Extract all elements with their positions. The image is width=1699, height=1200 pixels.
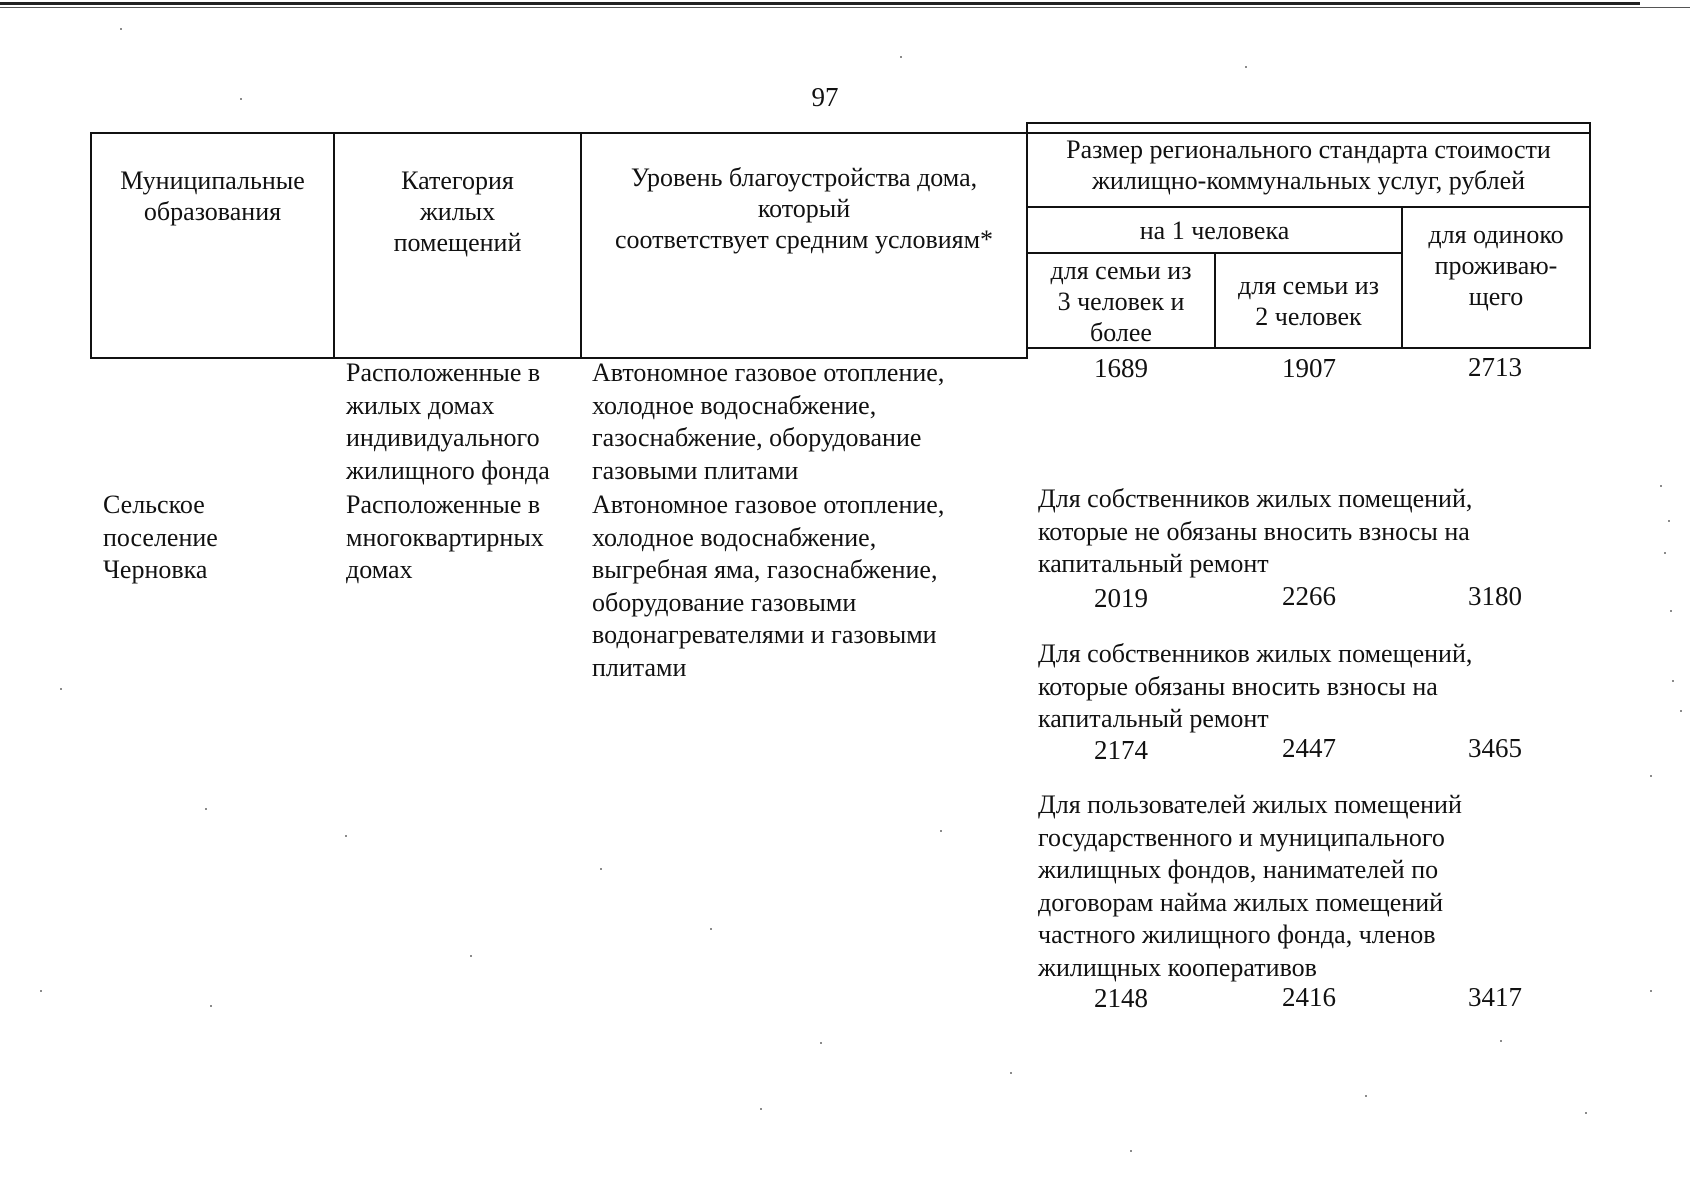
header-family3-line2: 3 человек и: [1057, 287, 1185, 316]
group1-value-single: 3180: [1468, 581, 1522, 611]
header-standard-line1: Размер регионального стандарта стоимости: [1066, 135, 1551, 164]
header-family2-line2: 2 человек: [1255, 302, 1362, 331]
row1-category: Расположенные в жилых домах индивидуального жилищного фонда: [346, 358, 550, 485]
row2-level: Автономное газовое отопление, холодное водоснабжение, выгребная яма, газоснабжение, оборудование газовыми водонагревателями и газовыми плитами: [592, 490, 945, 682]
group2-note: Для собственников жилых помещений, которые обязаны вносить взносы на капитальный ремонт: [1038, 639, 1473, 733]
header-category: Категория жилых помещений: [393, 166, 522, 257]
header-single-line3: щего: [1468, 282, 1524, 311]
header-family3-line3: более: [1090, 318, 1152, 347]
row2-category: Расположенные в многоквартирных домах: [346, 490, 544, 584]
municipality-name: Сельское поселение Черновка: [103, 490, 218, 584]
header-per-person: на 1 человека: [1139, 216, 1290, 245]
group2-value-family2: 2447: [1282, 733, 1336, 763]
header-single-line2: проживаю-: [1434, 251, 1558, 280]
row1-value-single: 2713: [1468, 352, 1522, 382]
top-rule-thin: [0, 7, 1690, 8]
header-municipality: Муниципальные образования: [120, 166, 305, 226]
page-number: 97: [811, 82, 839, 112]
header-level-line2: который: [757, 194, 851, 223]
group1-value-family2: 2266: [1282, 581, 1336, 611]
header-standard-line2: жилищно-коммунальных услуг, рублей: [1091, 166, 1526, 195]
header-level-line3: соответствует средним условиям*: [614, 225, 994, 254]
group1-value-family3: 2019: [1094, 583, 1148, 613]
header-single-line1: для одиноко: [1428, 220, 1564, 249]
group3-value-family2: 2416: [1282, 982, 1336, 1012]
top-rule: [0, 2, 1640, 5]
header-family3-line1: для семьи из: [1050, 256, 1192, 285]
group3-note: Для пользователей жилых помещений государственного и муниципального жилищных фондов, нанимателей по договорам найма жилых помещений частного жилищного фонда, членов жилищных кооперативов: [1038, 790, 1462, 982]
header-level-line1: Уровень благоустройства дома,: [630, 163, 978, 192]
row1-value-family2: 1907: [1282, 353, 1336, 383]
header-family2-line1: для семьи из: [1238, 271, 1379, 300]
row1-value-family3: 1689: [1094, 353, 1148, 383]
group2-value-single: 3465: [1468, 733, 1522, 763]
group2-value-family3: 2174: [1094, 735, 1148, 765]
group1-note: Для собственников жилых помещений, которые не обязаны вносить взносы на капитальный ремонт: [1038, 484, 1473, 578]
group3-value-single: 3417: [1468, 982, 1522, 1012]
row1-level: Автономное газовое отопление, холодное водоснабжение, газоснабжение, оборудование газовыми плитами: [592, 358, 945, 485]
group3-value-family3: 2148: [1094, 983, 1148, 1013]
